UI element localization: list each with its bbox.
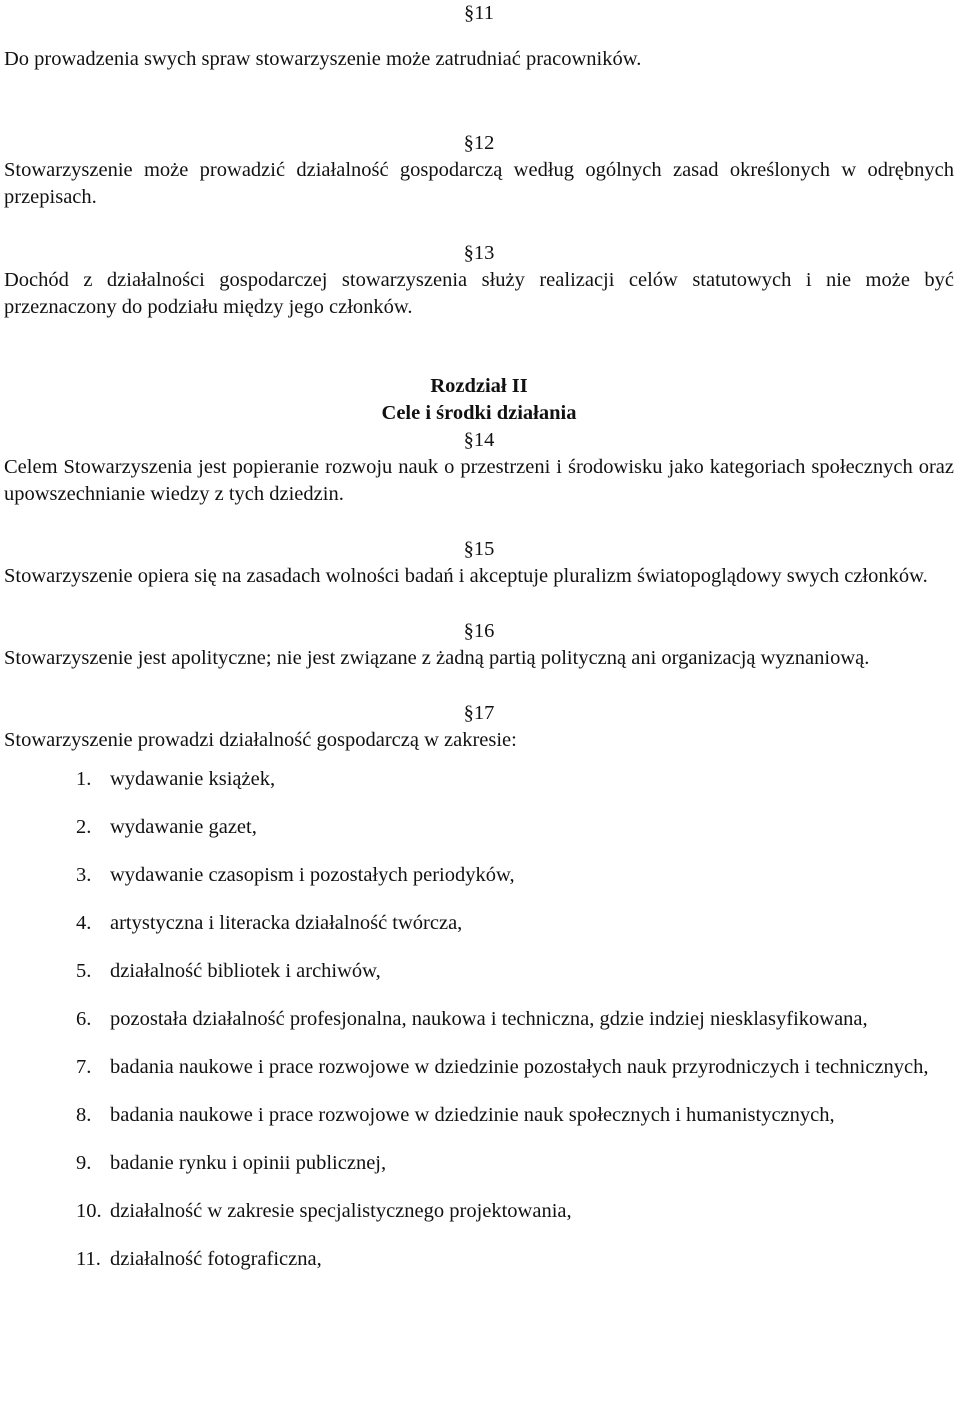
section-marker-12: §12 (463, 132, 495, 154)
list-item-number: 7. (76, 1056, 92, 1078)
list-item-text: badania naukowe i prace rozwojowe w dziedzinie pozostałych nauk przyrodniczych i technicznych, (110, 1056, 929, 1078)
list-item (4, 1246, 954, 1273)
section-marker-15: §15 (463, 538, 495, 560)
list-item (4, 910, 954, 937)
list-item-number: 10. (76, 1200, 102, 1222)
list-item-text: wydawanie czasopism i pozostałych periodyków, (110, 864, 515, 886)
list-item-text: artystyczna i literacka działalność twórcza, (110, 912, 463, 934)
list-item-text: badanie rynku i opinii publicznej, (110, 1152, 387, 1174)
list-item (4, 862, 954, 889)
section-15-text: Stowarzyszenie opiera się na zasadach wolności badań i akceptuje pluralizm światopoglądowy swych członków. (4, 565, 928, 587)
activities-list (4, 766, 954, 1273)
list-item (4, 1198, 954, 1225)
chapter-subtitle: Cele i środki działania (381, 402, 577, 424)
list-item (4, 1150, 954, 1177)
list-item-number: 3. (76, 864, 92, 886)
list-item-number: 9. (76, 1152, 92, 1174)
section-16-text: Stowarzyszenie jest apolityczne; nie jest związane z żadną partią polityczną ani organizacją wyznaniową. (4, 647, 870, 669)
section-14-text: Celem Stowarzyszenia jest popieranie rozwoju nauk o przestrzeni i środowisku jako kategoriach społecznych oraz upowszechnianie wiedzy z tych dziedzin. (4, 456, 954, 505)
section-marker-17: §17 (463, 702, 495, 724)
list-item (4, 1054, 954, 1081)
list-item-text: wydawanie gazet, (110, 816, 257, 838)
list-item (4, 814, 954, 841)
section-11-text: Do prowadzenia swych spraw stowarzyszenie może zatrudniać pracowników. (4, 48, 642, 70)
list-item-text: działalność fotograficzna, (110, 1248, 322, 1270)
list-item-text: badania naukowe i prace rozwojowe w dziedzinie nauk społecznych i humanistycznych, (110, 1104, 835, 1126)
section-marker-16: §16 (463, 620, 495, 642)
list-item-number: 1. (76, 768, 92, 790)
section-marker-13: §13 (463, 242, 495, 264)
list-item-text: pozostała działalność profesjonalna, naukowa i techniczna, gdzie indziej niesklasyfikowana, (110, 1008, 868, 1030)
list-item-number: 8. (76, 1104, 92, 1126)
chapter-title: Rozdział II (430, 375, 528, 397)
list-item (4, 1006, 954, 1033)
section-12-text: Stowarzyszenie może prowadzić działalność gospodarczą według ogólnych zasad określonych w odrębnych przepisach. (4, 159, 954, 208)
section-marker-14: §14 (463, 429, 495, 451)
list-item-number: 5. (76, 960, 92, 982)
list-item (4, 766, 954, 793)
section-13-text: Dochód z działalności gospodarczej stowarzyszenia służy realizacji celów statutowych i nie może być przeznaczony do podziału między jego członków. (4, 269, 954, 318)
list-item-text: działalność w zakresie specjalistycznego projektowania, (110, 1200, 572, 1222)
list-item-number: 6. (76, 1008, 92, 1030)
list-item-number: 11. (76, 1248, 101, 1270)
section-17-text: Stowarzyszenie prowadzi działalność gospodarczą w zakresie: (4, 729, 517, 751)
list-item-number: 2. (76, 816, 92, 838)
list-item-number: 4. (76, 912, 92, 934)
list-item-text: działalność bibliotek i archiwów, (110, 960, 381, 982)
list-item-text: wydawanie książek, (110, 768, 276, 790)
list-item (4, 958, 954, 985)
document-page (4, 0, 954, 1273)
section-marker-11: §11 (464, 2, 494, 24)
list-item (4, 1102, 954, 1129)
